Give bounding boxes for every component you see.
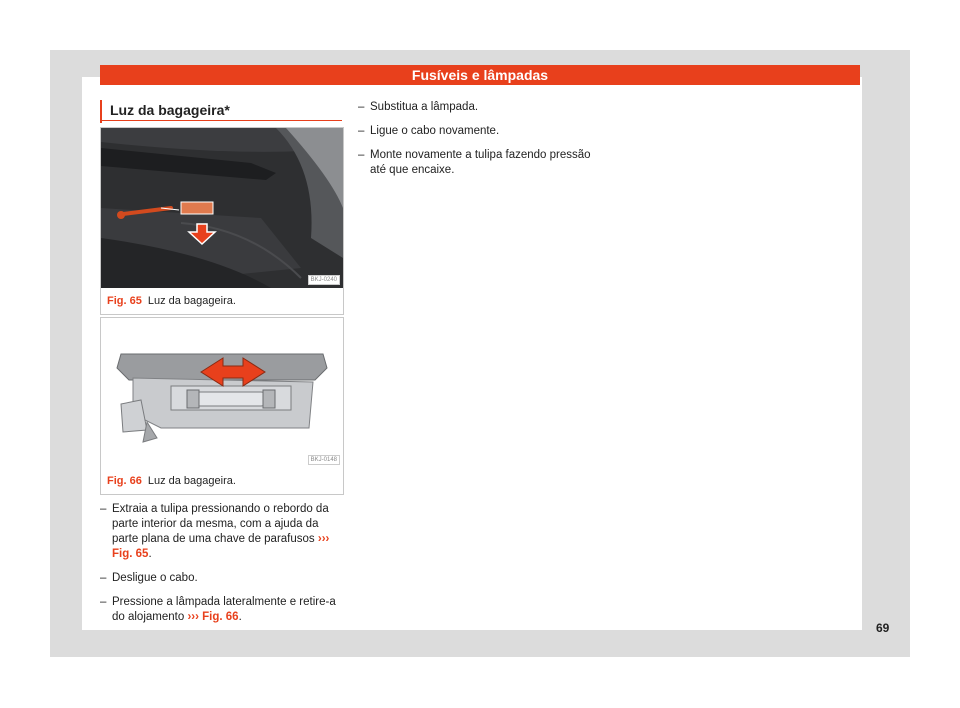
list-dash: – [358, 125, 365, 137]
figure-caption-text: Luz da bagageira. [147, 475, 236, 487]
section-title: Luz da bagageira* [100, 100, 340, 123]
steps-list-left [100, 502, 345, 634]
lamp-housing-icon [101, 318, 343, 468]
lamp-housing-illustration [101, 318, 343, 468]
step-text: Substitua a lâmpada. [370, 101, 479, 113]
figure-reference-link[interactable]: ››› Fig. 65 [112, 533, 330, 560]
list-item [358, 124, 608, 139]
list-dash: – [100, 596, 107, 608]
list-item [100, 571, 345, 586]
step-text: Monte novamente a tulipa fazendo pressão até que encaixe. [370, 149, 591, 176]
step-suffix: . [148, 548, 152, 560]
figure-number: Fig. 65 [107, 295, 142, 307]
trunk-light-photo [101, 128, 343, 288]
step-text: Extraia a tulipa pressionando o rebordo da parte interior da mesma, com a ajuda da parte plana de uma chave de parafusos [112, 503, 329, 545]
trunk-illustration-icon [101, 128, 343, 288]
step-text: Ligue o cabo novamente. [370, 125, 500, 137]
figure-66 [100, 317, 344, 495]
list-dash: – [100, 503, 107, 515]
list-item [100, 502, 345, 562]
figure-caption [101, 288, 343, 314]
list-item [358, 148, 608, 178]
figure-caption [101, 468, 343, 494]
figure-code: BKJ-0240 [308, 275, 340, 285]
list-dash: – [358, 149, 365, 161]
steps-list-right [358, 100, 608, 187]
figure-code: BKJ-0148 [308, 455, 340, 465]
list-dash: – [100, 572, 107, 584]
list-dash: – [358, 101, 365, 113]
chapter-header: Fusíveis e lâmpadas [100, 65, 860, 85]
step-text: Desligue o cabo. [112, 572, 198, 584]
step-text: Pressione a lâmpada lateralmente e retire-a do alojamento [112, 596, 336, 623]
list-item [358, 100, 608, 115]
page-number: 69 [876, 621, 890, 635]
figure-number: Fig. 66 [107, 475, 142, 487]
figure-caption-text: Luz da bagageira. [147, 295, 236, 307]
figure-reference-link[interactable]: ››› Fig. 66 [187, 611, 239, 623]
figure-65 [100, 127, 344, 315]
section-divider [100, 120, 342, 121]
step-suffix: . [238, 611, 242, 623]
list-item [100, 595, 345, 625]
